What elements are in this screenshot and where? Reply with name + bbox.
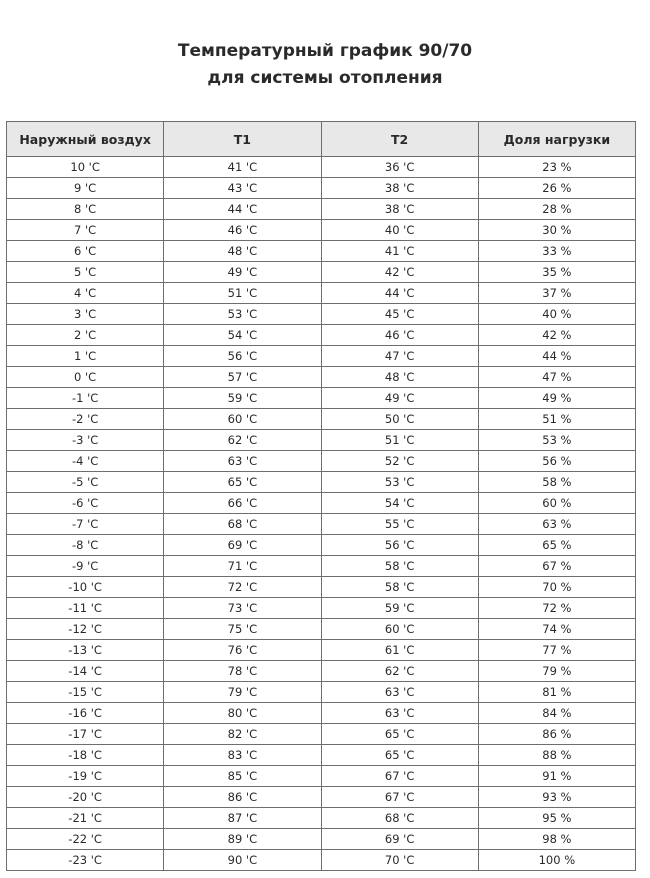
cell-t1: 72 'C [164, 577, 321, 598]
cell-t2: 56 'C [321, 535, 478, 556]
table-row [7, 850, 636, 871]
cell-outdoor-air: -6 'C [7, 493, 164, 514]
header-outdoor-air: Наружный воздух [7, 122, 164, 157]
cell-outdoor-air: -4 'C [7, 451, 164, 472]
header-load-share: Доля нагрузки [478, 122, 635, 157]
cell-t1: 56 'C [164, 346, 321, 367]
cell-load-share: 42 % [478, 325, 635, 346]
cell-t1: 53 'C [164, 304, 321, 325]
cell-outdoor-air: 1 'C [7, 346, 164, 367]
cell-outdoor-air: -11 'C [7, 598, 164, 619]
cell-t2: 52 'C [321, 451, 478, 472]
table-row [7, 220, 636, 241]
cell-load-share: 79 % [478, 661, 635, 682]
cell-t1: 59 'C [164, 388, 321, 409]
table-row [7, 808, 636, 829]
cell-outdoor-air: -3 'C [7, 430, 164, 451]
cell-load-share: 47 % [478, 367, 635, 388]
cell-load-share: 44 % [478, 346, 635, 367]
cell-t2: 62 'C [321, 661, 478, 682]
cell-t1: 87 'C [164, 808, 321, 829]
cell-outdoor-air: -22 'C [7, 829, 164, 850]
table-row [7, 325, 636, 346]
table-header [7, 122, 636, 157]
cell-t1: 86 'C [164, 787, 321, 808]
cell-t2: 46 'C [321, 325, 478, 346]
cell-t2: 45 'C [321, 304, 478, 325]
cell-load-share: 93 % [478, 787, 635, 808]
cell-load-share: 26 % [478, 178, 635, 199]
cell-t1: 82 'C [164, 724, 321, 745]
cell-t2: 54 'C [321, 493, 478, 514]
cell-t1: 57 'C [164, 367, 321, 388]
cell-outdoor-air: -19 'C [7, 766, 164, 787]
cell-outdoor-air: -21 'C [7, 808, 164, 829]
table-row [7, 766, 636, 787]
cell-outdoor-air: 10 'C [7, 157, 164, 178]
table-body [7, 157, 636, 871]
cell-t2: 58 'C [321, 556, 478, 577]
table-row [7, 430, 636, 451]
cell-t2: 69 'C [321, 829, 478, 850]
cell-outdoor-air: -16 'C [7, 703, 164, 724]
cell-load-share: 30 % [478, 220, 635, 241]
page-title [0, 38, 650, 92]
cell-outdoor-air: 9 'C [7, 178, 164, 199]
cell-load-share: 60 % [478, 493, 635, 514]
cell-t2: 40 'C [321, 220, 478, 241]
cell-t1: 79 'C [164, 682, 321, 703]
table-row [7, 199, 636, 220]
cell-outdoor-air: 5 'C [7, 262, 164, 283]
cell-t1: 41 'C [164, 157, 321, 178]
cell-outdoor-air: -2 'C [7, 409, 164, 430]
cell-t2: 60 'C [321, 619, 478, 640]
cell-t2: 63 'C [321, 703, 478, 724]
cell-outdoor-air: -15 'C [7, 682, 164, 703]
header-t2: T2 [321, 122, 478, 157]
cell-load-share: 77 % [478, 640, 635, 661]
temperature-table [6, 121, 636, 871]
cell-t1: 71 'C [164, 556, 321, 577]
table-row [7, 598, 636, 619]
cell-outdoor-air: -18 'C [7, 745, 164, 766]
table-row [7, 514, 636, 535]
cell-t2: 38 'C [321, 178, 478, 199]
table-row [7, 346, 636, 367]
table-row [7, 283, 636, 304]
table-row [7, 724, 636, 745]
cell-outdoor-air: -5 'C [7, 472, 164, 493]
cell-load-share: 84 % [478, 703, 635, 724]
title-line-1: Температурный график 90/70 [177, 41, 473, 61]
cell-load-share: 65 % [478, 535, 635, 556]
cell-t2: 68 'C [321, 808, 478, 829]
table-row [7, 493, 636, 514]
cell-load-share: 28 % [478, 199, 635, 220]
table-row [7, 703, 636, 724]
table-row [7, 262, 636, 283]
cell-t2: 61 'C [321, 640, 478, 661]
cell-t2: 65 'C [321, 724, 478, 745]
cell-outdoor-air: 4 'C [7, 283, 164, 304]
cell-load-share: 35 % [478, 262, 635, 283]
table-row [7, 787, 636, 808]
header-row [7, 122, 636, 157]
cell-outdoor-air: -1 'C [7, 388, 164, 409]
cell-outdoor-air: 6 'C [7, 241, 164, 262]
cell-t1: 44 'C [164, 199, 321, 220]
cell-t2: 36 'C [321, 157, 478, 178]
cell-outdoor-air: 7 'C [7, 220, 164, 241]
cell-load-share: 88 % [478, 745, 635, 766]
table-row [7, 409, 636, 430]
cell-load-share: 37 % [478, 283, 635, 304]
cell-load-share: 56 % [478, 451, 635, 472]
cell-outdoor-air: -20 'C [7, 787, 164, 808]
header-t1: T1 [164, 122, 321, 157]
cell-t1: 46 'C [164, 220, 321, 241]
cell-t1: 43 'C [164, 178, 321, 199]
cell-t1: 68 'C [164, 514, 321, 535]
cell-outdoor-air: 0 'C [7, 367, 164, 388]
cell-outdoor-air: -7 'C [7, 514, 164, 535]
cell-t1: 85 'C [164, 766, 321, 787]
cell-t1: 69 'C [164, 535, 321, 556]
title-line-2: для системы отопления [207, 68, 443, 88]
cell-load-share: 58 % [478, 472, 635, 493]
cell-load-share: 49 % [478, 388, 635, 409]
cell-load-share: 81 % [478, 682, 635, 703]
cell-t1: 62 'C [164, 430, 321, 451]
cell-load-share: 95 % [478, 808, 635, 829]
cell-load-share: 67 % [478, 556, 635, 577]
cell-t2: 67 'C [321, 787, 478, 808]
cell-t1: 90 'C [164, 850, 321, 871]
table-row [7, 472, 636, 493]
cell-t2: 44 'C [321, 283, 478, 304]
cell-t1: 83 'C [164, 745, 321, 766]
cell-t1: 63 'C [164, 451, 321, 472]
cell-outdoor-air: 3 'C [7, 304, 164, 325]
table-row [7, 241, 636, 262]
cell-t1: 78 'C [164, 661, 321, 682]
cell-t1: 89 'C [164, 829, 321, 850]
cell-t2: 58 'C [321, 577, 478, 598]
cell-outdoor-air: -13 'C [7, 640, 164, 661]
table-row [7, 451, 636, 472]
cell-load-share: 72 % [478, 598, 635, 619]
cell-t2: 50 'C [321, 409, 478, 430]
cell-t2: 41 'C [321, 241, 478, 262]
table-row [7, 745, 636, 766]
table-row [7, 829, 636, 850]
cell-outdoor-air: -14 'C [7, 661, 164, 682]
table-row [7, 304, 636, 325]
cell-t2: 51 'C [321, 430, 478, 451]
cell-t2: 55 'C [321, 514, 478, 535]
cell-outdoor-air: -12 'C [7, 619, 164, 640]
cell-t2: 70 'C [321, 850, 478, 871]
cell-load-share: 63 % [478, 514, 635, 535]
cell-t1: 49 'C [164, 262, 321, 283]
cell-outdoor-air: -9 'C [7, 556, 164, 577]
cell-t2: 67 'C [321, 766, 478, 787]
table-row [7, 661, 636, 682]
cell-t2: 48 'C [321, 367, 478, 388]
cell-load-share: 98 % [478, 829, 635, 850]
table-row [7, 556, 636, 577]
cell-t1: 51 'C [164, 283, 321, 304]
table-row [7, 388, 636, 409]
table-row [7, 577, 636, 598]
cell-t2: 38 'C [321, 199, 478, 220]
cell-load-share: 70 % [478, 577, 635, 598]
cell-t1: 76 'C [164, 640, 321, 661]
cell-t2: 49 'C [321, 388, 478, 409]
cell-t1: 54 'C [164, 325, 321, 346]
table-row [7, 682, 636, 703]
cell-load-share: 86 % [478, 724, 635, 745]
table-row [7, 157, 636, 178]
cell-outdoor-air: -10 'C [7, 577, 164, 598]
cell-t1: 75 'C [164, 619, 321, 640]
cell-t1: 65 'C [164, 472, 321, 493]
cell-t1: 48 'C [164, 241, 321, 262]
cell-load-share: 40 % [478, 304, 635, 325]
cell-load-share: 91 % [478, 766, 635, 787]
cell-t2: 59 'C [321, 598, 478, 619]
cell-load-share: 53 % [478, 430, 635, 451]
cell-t2: 65 'C [321, 745, 478, 766]
cell-t2: 42 'C [321, 262, 478, 283]
cell-load-share: 23 % [478, 157, 635, 178]
cell-outdoor-air: 8 'C [7, 199, 164, 220]
cell-load-share: 74 % [478, 619, 635, 640]
cell-outdoor-air: -8 'C [7, 535, 164, 556]
cell-load-share: 100 % [478, 850, 635, 871]
cell-t1: 60 'C [164, 409, 321, 430]
cell-load-share: 33 % [478, 241, 635, 262]
table-row [7, 640, 636, 661]
table-row [7, 619, 636, 640]
table-row [7, 178, 636, 199]
cell-outdoor-air: 2 'C [7, 325, 164, 346]
cell-t2: 53 'C [321, 472, 478, 493]
cell-outdoor-air: -23 'C [7, 850, 164, 871]
cell-load-share: 51 % [478, 409, 635, 430]
table-row [7, 535, 636, 556]
cell-t2: 47 'C [321, 346, 478, 367]
cell-t1: 80 'C [164, 703, 321, 724]
cell-t2: 63 'C [321, 682, 478, 703]
cell-t1: 66 'C [164, 493, 321, 514]
cell-outdoor-air: -17 'C [7, 724, 164, 745]
cell-t1: 73 'C [164, 598, 321, 619]
table-row [7, 367, 636, 388]
